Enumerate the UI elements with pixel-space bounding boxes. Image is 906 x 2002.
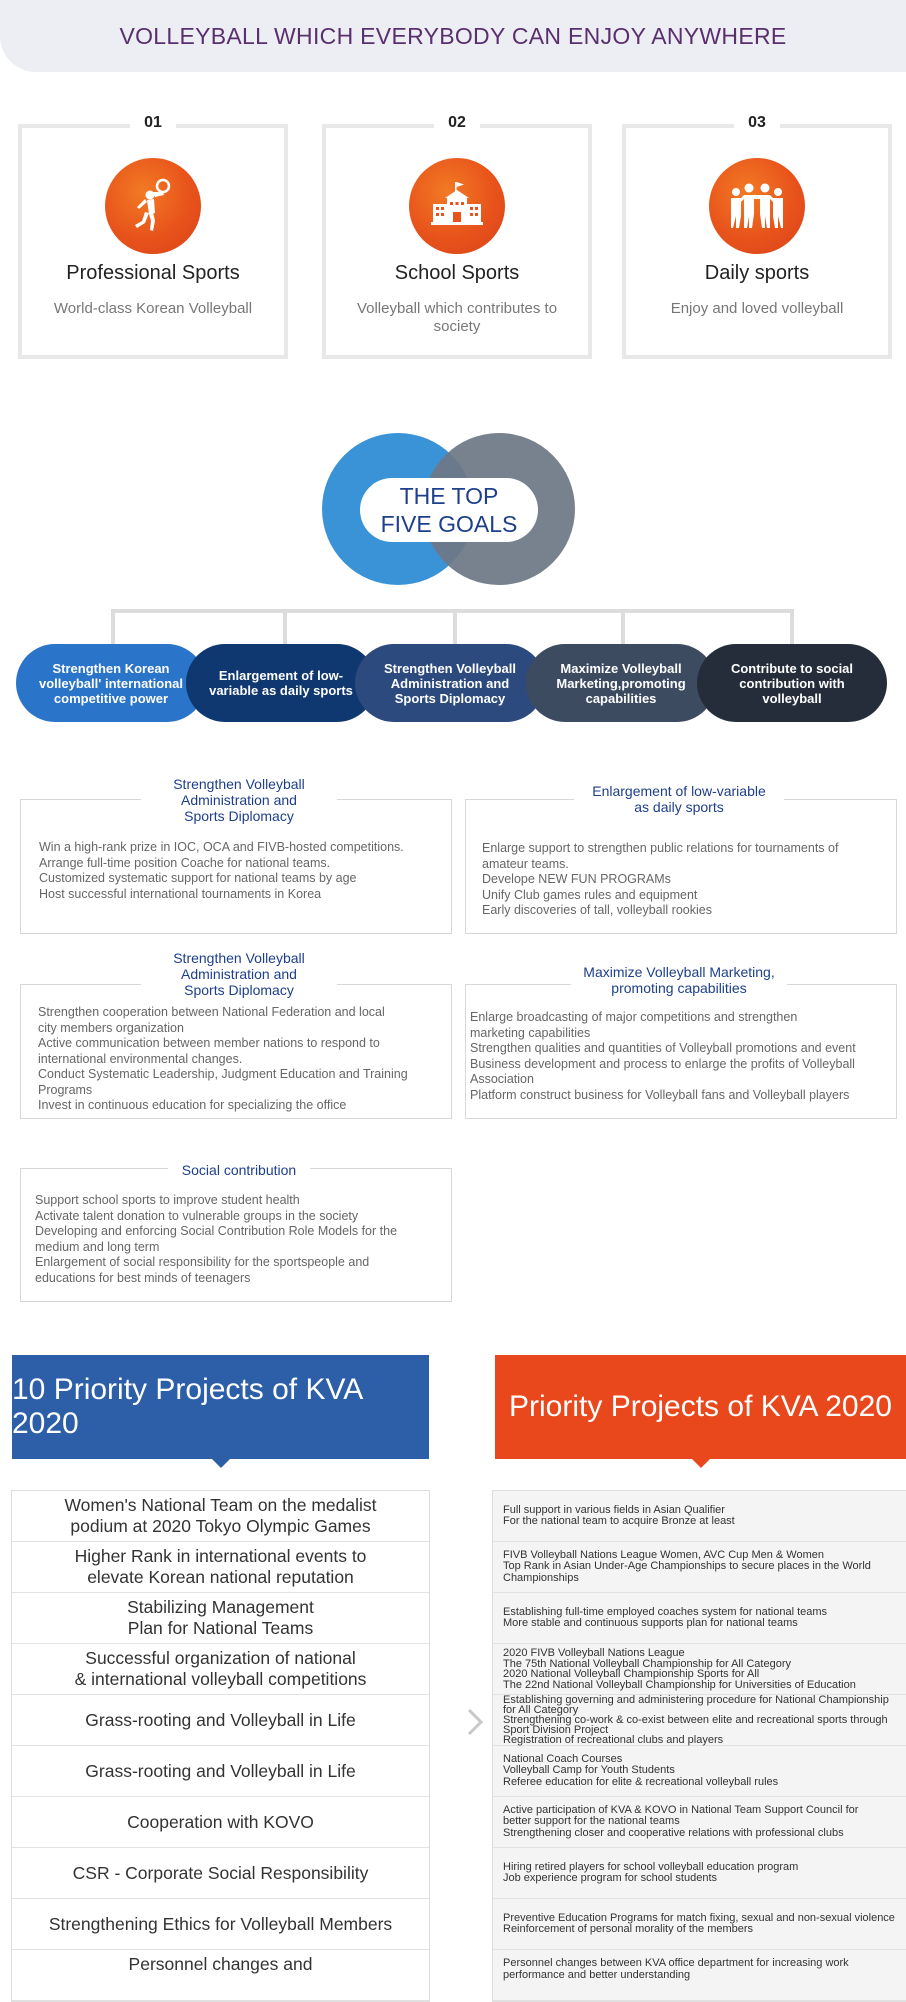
table-row: Active participation of KVA & KOVO in National Team Support Council for better support for the national teams Strengthening closer and cooperative relations with professional clubs xyxy=(493,1797,906,1848)
card-description: Enjoy and loved volleyball xyxy=(670,300,844,317)
goal-daily-sports: Enlargement of low-variable as daily sports xyxy=(186,644,376,722)
connector-vertical xyxy=(790,609,794,649)
table-row: Personnel changes between KVA office department for increasing work performance and better understanding xyxy=(493,1950,906,2001)
banner-notch xyxy=(212,1459,230,1468)
priority-right-title: Priority Projects of KVA 2020 xyxy=(509,1390,892,1423)
table-row: Preventive Education Programs for match fixing, sexual and non-sexual violence Reinforcement of personal morality of the members xyxy=(493,1899,906,1950)
venn-title-line2: FIVE GOALS xyxy=(380,511,518,537)
table-row: Establishing governing and administering procedure for National Championship for All Category Strengthening co-work & co-exist between elite and recreational sports through Sport Division Project Registration of recreational clubs and players xyxy=(493,1695,906,1746)
table-row: Full support in various fields in Asian Qualifier For the national team to acquire Bronze at least xyxy=(493,1491,906,1542)
school-icon xyxy=(409,158,505,254)
table-row: Establishing full-time employed coaches system for national teams More stable and continuous supports plan for national teams xyxy=(493,1593,906,1644)
goal-administration-diplomacy: Strengthen Volleyball Administration and Sports Diplomacy xyxy=(355,644,545,722)
detail-list: Enlarge support to strengthen public relations for tournaments of amateur teams. Develope NEW FUN PROGRAMs Unify Club games rules and equipment Early discoveries of tall, volleyball rookies xyxy=(482,841,839,917)
detail-box-title: Strengthen Volleyball Administration and Sports Diplomacy xyxy=(141,950,337,998)
page-title: VOLLEYBALL WHICH EVERYBODY CAN ENJOY ANYWHERE xyxy=(119,23,787,49)
table-row: Women's National Team on the medalist podium at 2020 Tokyo Olympic Games xyxy=(12,1491,429,1542)
detail-box-title: Strengthen Volleyball Administration and Sports Diplomacy xyxy=(141,776,337,824)
connector-vertical xyxy=(111,609,115,649)
card-title: School Sports xyxy=(394,262,520,284)
detail-box-title: Enlargement of low-variable as daily sports xyxy=(574,783,784,815)
table-row: Cooperation with KOVO xyxy=(12,1797,429,1848)
priority-left-title: 10 Priority Projects of KVA 2020 xyxy=(12,1373,362,1440)
card-number: 03 xyxy=(734,114,780,132)
detail-box-title: Maximize Volleyball Marketing, promoting capabilities xyxy=(571,964,787,996)
priority-left-table xyxy=(11,1490,430,2002)
card-school-sports xyxy=(322,114,592,359)
card-description: World-class Korean Volleyball xyxy=(53,300,253,317)
card-daily-sports xyxy=(622,114,892,359)
table-row: CSR - Corporate Social Responsibility xyxy=(12,1848,429,1899)
chevron-right-icon xyxy=(466,1708,484,1736)
table-row: Stabilizing Management Plan for National Teams xyxy=(12,1593,429,1644)
table-row: Hiring retired players for school volleyball education program Job experience program for school students xyxy=(493,1848,906,1899)
connector-vertical xyxy=(621,609,625,649)
goal-international-competitive-power: Strengthen Korean volleyball' international competitive power xyxy=(16,644,206,722)
venn-title-line1: THE TOP xyxy=(399,483,499,509)
table-row: Higher Rank in international events to elevate Korean national reputation xyxy=(12,1542,429,1593)
table-row: National Coach Courses Volleyball Camp for Youth Students Referee education for elite & recreational volleyball rules xyxy=(493,1746,906,1797)
card-number: 02 xyxy=(434,114,480,132)
volleyball-player-icon xyxy=(105,158,201,254)
card-description: Volleyball which contributes to society xyxy=(356,300,558,335)
detail-list: Win a high-rank prize in IOC, OCA and FIVB-hosted competitions. Arrange full-time position Coache for national teams. Customized systematic support for national teams by age Host successful international tournaments in Korea xyxy=(39,840,404,901)
priority-left-banner xyxy=(12,1355,429,1459)
table-row: Strengthening Ethics for Volleyball Members xyxy=(12,1899,429,1950)
detail-list: Support school sports to improve student health Activate talent donation to vulnerable groups in the society Developing and enforcing Social Contribution Role Models for the medium and long term Enlargement of social responsibility for the sportspeople and educations for best minds of teenagers xyxy=(35,1193,398,1285)
table-row: 2020 FIVB Volleyball Nations League The 75th National Volleyball Championship for All Category 2020 National Volleyball Championship Sports for All The 22nd National Volleyball Championship for Universities of Education xyxy=(493,1644,906,1695)
venn-title xyxy=(360,478,538,542)
card-title: Daily sports xyxy=(704,262,810,284)
priority-right-banner xyxy=(495,1355,906,1459)
goal-marketing: Maximize Volleyball Marketing,promoting capabilities xyxy=(526,644,716,722)
connector-vertical xyxy=(453,609,457,649)
top-five-goals-venn xyxy=(322,433,575,585)
table-row: Successful organization of national & international volleyball competitions xyxy=(12,1644,429,1695)
table-row: Grass-rooting and Volleyball in Life xyxy=(12,1746,429,1797)
table-row: Personnel changes and xyxy=(12,1950,429,2001)
connector-vertical xyxy=(283,609,287,649)
card-professional-sports xyxy=(18,114,288,359)
card-title: Professional Sports xyxy=(66,262,240,284)
table-row: FIVB Volleyball Nations League Women, AVC Cup Men & Women Top Rank in Asian Under-Age Championships to secure places in the World Championships xyxy=(493,1542,906,1593)
detail-list: Enlarge broadcasting of major competitions and strengthen marketing capabilities Strengthen qualities and quantities of Volleyball promotions and event Business development and process to enlarge the profits of Volleyball Association Platform construct business for Volleyball fans and Volleyball players xyxy=(470,1010,856,1102)
card-number: 01 xyxy=(130,114,176,132)
banner-notch xyxy=(692,1459,710,1468)
goal-social-contribution: Contribute to social contribution with volleyball xyxy=(697,644,887,722)
detail-list: Strengthen cooperation between National Federation and local city members organization Active communication between member nations to respond to international environmental changes. Conduct Systematic Leadership, Judgment Education and Training Programs Invest in continuous education for specializing the office xyxy=(38,1005,408,1112)
detail-box-title: Social contribution xyxy=(168,1162,310,1178)
people-group-icon xyxy=(709,158,805,254)
table-row: Grass-rooting and Volleyball in Life xyxy=(12,1695,429,1746)
priority-right-table xyxy=(492,1490,906,2002)
